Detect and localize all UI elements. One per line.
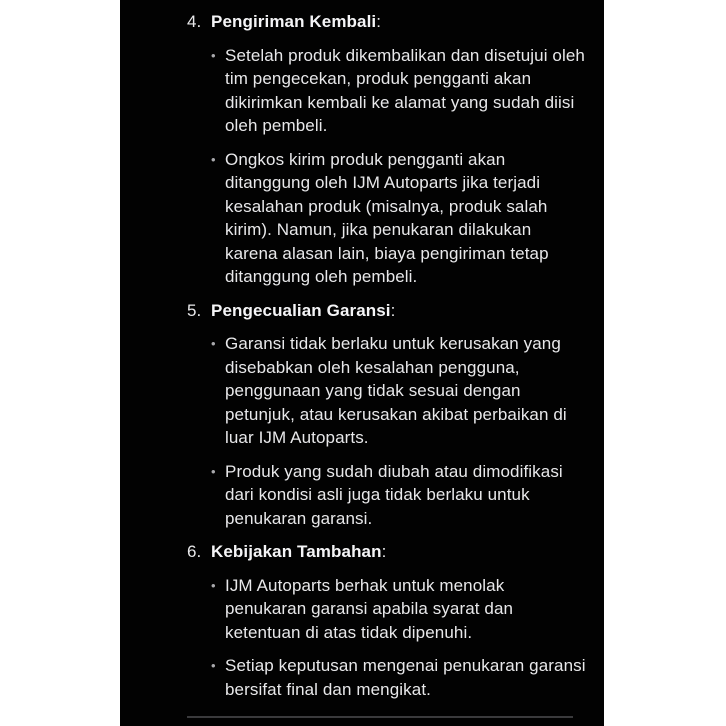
bullet-marker: • xyxy=(211,577,216,593)
section-pengiriman-kembali xyxy=(187,10,588,289)
bullet-text: Setelah produk dikembalikan dan disetujui oleh tim pengecekan, produk pengganti akan dikirimkan kembali ke alamat yang sudah diisi oleh pembeli. xyxy=(225,45,585,135)
section-title: Pengiriman Kembali xyxy=(211,12,377,31)
section-title-line xyxy=(211,540,386,564)
bullet-marker: • xyxy=(211,463,216,479)
section-number: 4. xyxy=(187,12,202,31)
bullet-text: Setiap keputusan mengenai penukaran garansi bersifat final dan mengikat. xyxy=(225,656,586,699)
bullet-item xyxy=(187,460,588,531)
section-title-line xyxy=(211,299,395,323)
bullet-item xyxy=(187,574,588,645)
section-title-line xyxy=(211,10,381,34)
bullet-text: IJM Autoparts berhak untuk menolak penukaran garansi apabila syarat dan ketentuan di atas tidak dipenuhi. xyxy=(225,575,514,642)
bullet-marker: • xyxy=(211,47,216,63)
policy-document xyxy=(120,0,604,718)
bullet-item xyxy=(187,44,588,138)
bullet-item xyxy=(187,332,588,450)
bullet-text: Garansi tidak berlaku untuk kerusakan yang disebabkan oleh kesalahan pengguna, penggunaan yang tidak sesuai dengan petunjuk, atau kerusakan akibat perbaikan di luar IJM Autoparts. xyxy=(225,334,567,447)
bullet-marker: • xyxy=(211,658,216,673)
bullet-marker: • xyxy=(211,151,216,167)
section-heading xyxy=(187,10,588,34)
bullet-text: Ongkos kirim produk pengganti akan ditanggung oleh IJM Autoparts jika terjadi kesalahan produk (misalnya, produk salah kirim). Namun, jika penukaran dilakukan karena alasan lain, biaya pengiriman tetap ditanggung oleh pembeli. xyxy=(225,149,549,286)
bullet-text: Produk yang sudah diubah atau dimodifikasi dari kondisi asli juga tidak berlaku untuk penukaran garansi. xyxy=(225,461,563,528)
section-heading xyxy=(187,299,588,323)
section-colon: : xyxy=(376,12,382,31)
section-colon: : xyxy=(381,542,387,561)
section-heading xyxy=(187,540,588,564)
horizontal-divider xyxy=(187,716,573,718)
section-kebijakan-tambahan xyxy=(187,540,588,701)
document-panel xyxy=(120,0,604,726)
section-number: 6. xyxy=(187,542,202,561)
bullet-item xyxy=(187,148,588,289)
section-title: Pengecualian Garansi xyxy=(211,300,391,320)
bullet-marker: • xyxy=(211,336,216,351)
section-title: Kebijakan Tambahan xyxy=(211,542,382,561)
bullet-list xyxy=(187,332,588,530)
bullet-list xyxy=(187,44,588,289)
bullet-list xyxy=(187,574,588,702)
bullet-item xyxy=(187,654,588,701)
section-pengecualian-garansi xyxy=(187,299,588,531)
section-number: 5. xyxy=(187,300,202,320)
section-colon: : xyxy=(390,300,396,320)
